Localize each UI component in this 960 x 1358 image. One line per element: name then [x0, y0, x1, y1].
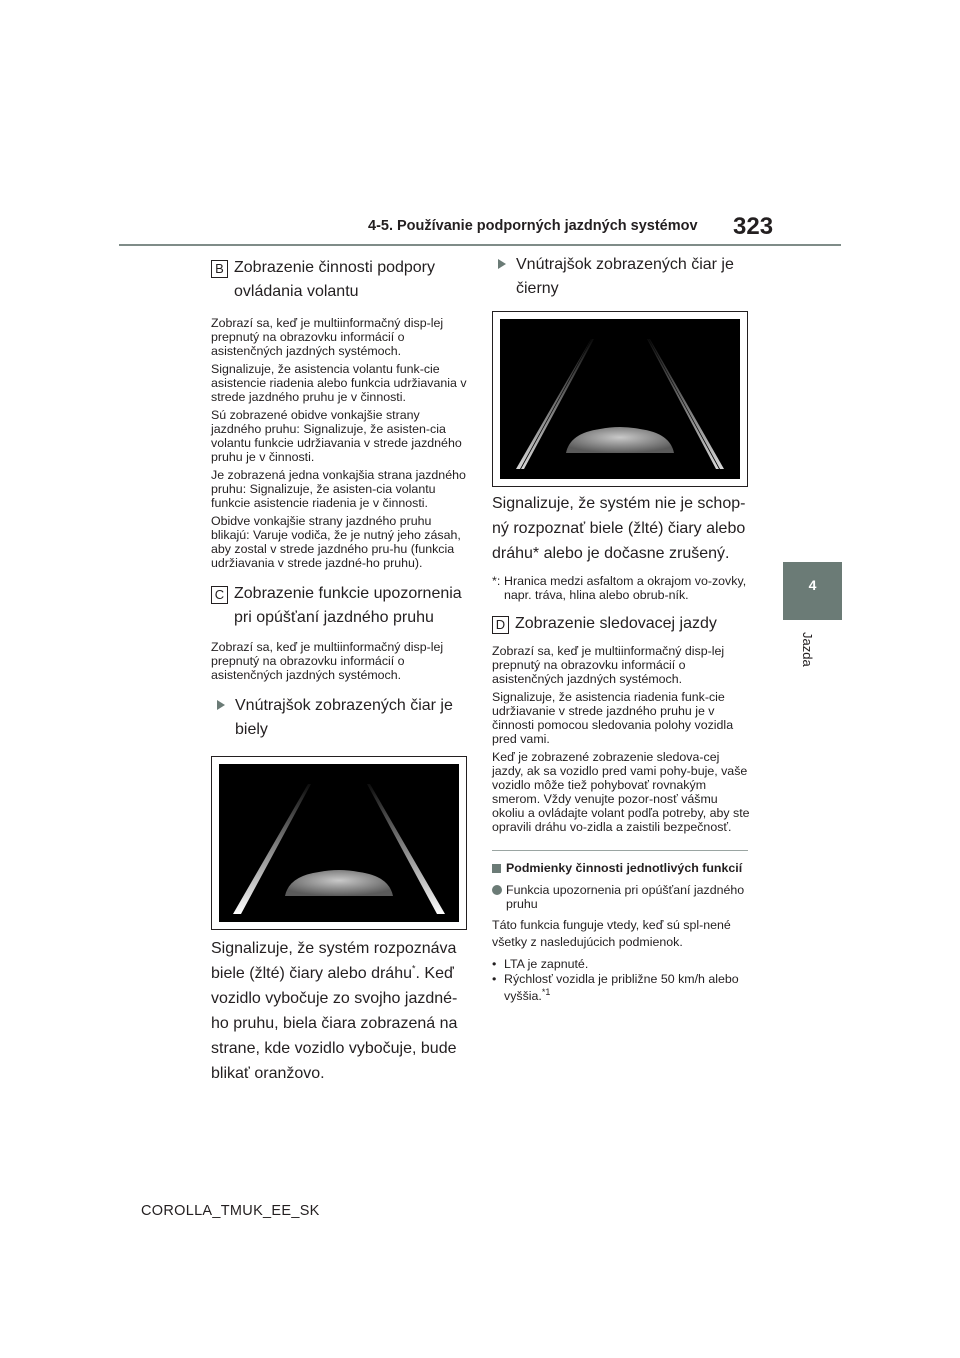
right-column	[492, 253, 752, 1005]
section-c-title: Zobrazenie funkcie upozornenia pri opúšťaní jazdného pruhu	[234, 585, 462, 626]
white-lines-description: Signalizuje, že systém rozpoznáva biele (žlté) čiary alebo dráhu*. Keď vozidlo vybočuje zo svojho jazdné-ho pruhu, biela čiara zobrazená na strane, kde vozidlo vybočuje, bude blikať oranžovo.	[211, 940, 458, 1082]
conditions-item-text: Funkcia upozornenia pri opúšťaní jazdného pruhu	[506, 883, 745, 911]
header-divider	[119, 244, 841, 246]
footnote-mark: *:	[492, 574, 501, 588]
section-b-paragraph-3: Sú zobrazené obidve vonkajšie strany jazdného pruhu: Signalizuje, že asisten-cia volantu funkcie udržiavania v strede jazdného pruhu je v činnosti.	[211, 408, 462, 464]
footnote	[492, 574, 752, 602]
section-b-heading	[211, 256, 467, 304]
section-d-title: Zobrazenie sledovacej jazdy	[515, 615, 717, 632]
section-d-paragraph-1: Zobrazí sa, keď je multiinformačný disp-lej prepnutý na obrazovku informácií o asistenčných jazdných systémoch.	[492, 644, 725, 686]
conditions-text: Táto funkcia funguje vtedy, keď sú spl-nené všetky z nasledujúcich podmienok.	[492, 918, 731, 949]
square-bullet-icon	[492, 864, 501, 873]
chapter-tab: 4	[783, 562, 842, 620]
white-lines-heading-text: Vnútrajšok zobrazených čiar je biely	[235, 697, 453, 738]
black-lines-display-figure	[492, 311, 748, 487]
section-b-paragraph-5: Obidve vonkajšie strany jazdného pruhu blikajú: Varuje vodiča, že je nutný jeho zásah, aby zostal v strede jazdného pru-hu (funkcia udržiavania v strede jazdné-ho pruhu).	[211, 514, 461, 570]
conditions-item	[492, 883, 752, 911]
section-c-paragraph-1: Zobrazí sa, keď je multiinformačný disp-lej prepnutý na obrazovku informácií o asistenčných jazdných systémoch.	[211, 640, 444, 682]
circle-bullet-icon	[492, 885, 502, 895]
conditions-bullet-1-text: LTA je zapnuté.	[504, 957, 589, 971]
conditions-heading	[492, 861, 752, 875]
black-lines-heading	[492, 253, 752, 301]
section-letter-c: C	[211, 586, 228, 604]
footer-doc-code: COROLLA_TMUK_EE_SK	[141, 1203, 320, 1219]
conditions-heading-text: Podmienky činnosti jednotlivých funkcií	[506, 861, 743, 875]
triangle-bullet-icon	[217, 700, 225, 710]
section-d-paragraph-3: Keď je zobrazené zobrazenie sledova-cej jazdy, ak sa vozidlo pred vami pohy-buje, vaše vozidlo môže tiež pohybovať rovnakým smerom. Vždy venujte pozor-nosť vášmu okoliu a ovládajte volant podľa potreby, aby ste opravili dráhu vo-zidla a zaistili bezpečnosť.	[492, 750, 750, 834]
triangle-bullet-icon	[498, 259, 506, 269]
black-lines-heading-text: Vnútrajšok zobrazených čiar je čierny	[516, 256, 734, 297]
lane-display-black-lines-image	[500, 319, 740, 479]
white-lines-display-figure	[211, 756, 467, 930]
section-letter-b: B	[211, 260, 228, 278]
section-c-heading	[211, 582, 467, 630]
page-number: 323	[733, 213, 774, 240]
section-b-title: Zobrazenie činnosti podpory ovládania volantu	[234, 259, 436, 300]
section-letter-d: D	[492, 616, 509, 634]
conditions-bullet-2-text: Rýchlosť vozidla je približne 50 km/h alebo vyššia.$^{*1}$	[504, 972, 739, 1003]
section-d-paragraph-2: Signalizuje, že asistencia riadenia funk-cie udržiavanie v strede jazdného pruhu je v činnosti pomocou sledovania polohy vozidla pred vami.	[492, 690, 734, 746]
conditions-bullet-2	[492, 971, 752, 1005]
section-b-paragraph-4: Je zobrazená jedna vonkajšia strana jazdného pruhu: Signalizuje, že asisten-cia volantu funkcie asistencie riadenia je v činnosti.	[211, 468, 466, 510]
section-d-heading	[492, 612, 752, 636]
footnote-text: Hranica medzi asfaltom a okrajom vo-zovky, napr. tráva, hlina alebo obrub-ník.	[504, 574, 747, 602]
section-title: 4-5. Používanie podporných jazdných systémov	[368, 218, 698, 234]
section-b-paragraph-1: Zobrazí sa, keď je multiinformačný disp-lej prepnutý na obrazovku informácií o asistenčných jazdných systémoch.	[211, 316, 444, 358]
bullet-mark: •	[492, 957, 497, 971]
section-b-paragraph-2: Signalizuje, že asistencia volantu funk-cie asistencie riadenia alebo funkcia udržiavania v strede jazdného pruhu je v činnosti.	[211, 362, 467, 404]
lane-display-white-lines-image	[219, 764, 459, 922]
black-lines-description: Signalizuje, že systém nie je schop-ný rozpoznať biele (žlté) čiary alebo dráhu* alebo je dočasne zrušený.	[492, 495, 746, 562]
chapter-title: Jazda	[800, 632, 815, 667]
left-column	[211, 256, 467, 1086]
conditions-bullet-1	[492, 957, 752, 971]
white-lines-heading	[211, 694, 467, 742]
bullet-mark: •	[492, 972, 497, 986]
